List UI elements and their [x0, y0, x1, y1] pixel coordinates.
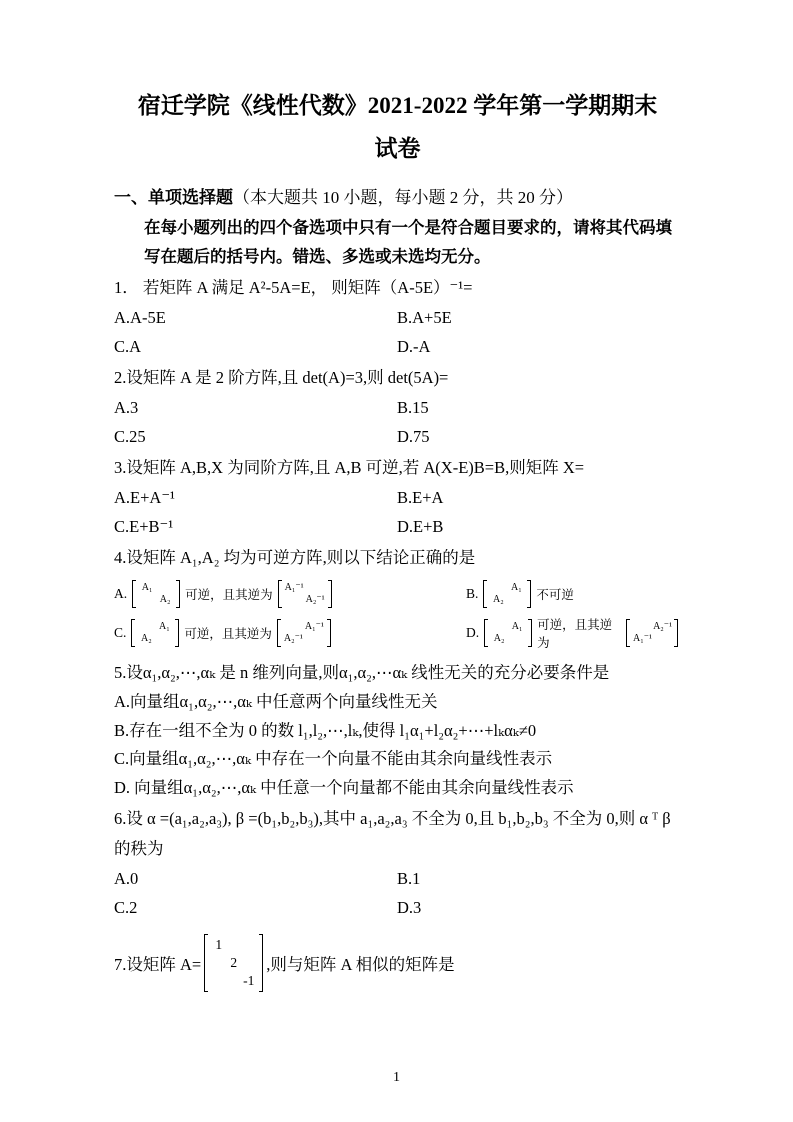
question-6-option-b: B.1	[397, 869, 421, 888]
option-text: 不可逆	[536, 588, 574, 602]
matrix-bracket-right	[176, 580, 180, 608]
question-1-stem: 1． 若矩阵 A 满足 A²-5A=E， 则矩阵（A-5E）⁻¹=	[114, 278, 473, 297]
matrix-bracket-right	[175, 619, 179, 647]
question-5-option-d: D. 向量组α₁,α₂,⋯,αₖ 中任意一个向量都不能由其余向量线性表示	[114, 777, 574, 797]
matrix-bracket-right	[259, 934, 263, 992]
matrix-cell: A₁	[511, 582, 522, 593]
question-6-stem: 6.设 α =(a₁,a₂,a₃), β =(b₁,b₂,b₃),其中 a₁,a₂,a₃ 不全为 0,且 b₁,b₂,b₃ 不全为 0,则 α ᵀ β 的秩为	[114, 809, 671, 858]
question-6-option-d: D.3	[397, 898, 422, 917]
matrix-cell	[489, 582, 507, 594]
matrix-cell	[156, 582, 174, 594]
question-6-option-a: A.0	[114, 869, 139, 888]
matrix-cell: A₁	[511, 621, 523, 632]
matrix-cell	[632, 621, 652, 633]
question-4-options-row-2	[114, 615, 681, 651]
question-4-option-d	[466, 615, 681, 651]
question-6	[114, 804, 681, 922]
question-5-option-a: A.向量组α₁,α₂,⋯,αₖ 中任意两个向量线性无关	[114, 692, 438, 711]
matrix-cell: A₁	[141, 582, 153, 593]
question-5-stem: 5.设α₁,α₂,⋯,αₖ 是 n 维列向量,则α₁,α₂,⋯αₖ 线性无关的充分必要条件是	[114, 663, 610, 682]
question-2-option-d: D.75	[397, 427, 430, 446]
question-7	[114, 934, 681, 992]
question-3-option-b: B.E+A	[397, 488, 444, 507]
question-1-option-b: B.A+5E	[397, 308, 452, 327]
matrix-grid	[136, 580, 176, 608]
question-2-options-row-1	[114, 393, 681, 422]
matrix-cell: A₂	[493, 633, 505, 644]
matrix-cell: A₁⁻¹	[284, 582, 304, 593]
instructions: 在每小题列出的四个备选项中只有一个是符合题目要求的，请将其代码填写在题后的括号内。错选、多选或未选均无分。	[144, 218, 672, 266]
matrix-cell	[490, 621, 508, 633]
matrix-cell	[137, 621, 155, 633]
exam-title	[114, 84, 681, 170]
question-2	[114, 363, 681, 451]
matrix-cell: A₂⁻¹	[653, 621, 673, 632]
matrix-cell: A₂	[141, 633, 152, 644]
matrix-grid	[488, 619, 528, 647]
question-1-options-row-1	[114, 303, 681, 332]
question-1-option-a: A.A-5E	[114, 308, 166, 327]
matrix-cell	[138, 594, 156, 606]
question-5	[114, 658, 681, 802]
matrix-cell: A₁⁻¹	[304, 621, 324, 632]
matrix-grid	[281, 619, 327, 647]
section-header	[114, 182, 681, 213]
option-text: 可逆，且其逆为	[184, 627, 272, 641]
option-text: 可逆，且其逆为	[185, 588, 273, 602]
matrix-cell	[304, 633, 325, 645]
option-label: C.	[114, 625, 127, 640]
section-note: （本大题共 10 小题，每小题 2 分，共 20 分）	[233, 188, 573, 207]
matrix-cell	[284, 594, 305, 606]
matrix-cell: A₂	[493, 594, 504, 605]
block-matrix	[277, 619, 331, 647]
block-matrix	[484, 619, 532, 647]
matrix-grid	[282, 580, 328, 608]
matrix-cell	[507, 594, 525, 606]
page-number: 1	[393, 1070, 400, 1085]
question-3	[114, 453, 681, 541]
question-2-option-b: B.15	[397, 398, 429, 417]
question-5-option-b: B.存在一组不全为 0 的数 l₁,l₂,⋯,lₖ,使得 l₁α₁+l₂α₂+⋯+lₖαₖ≠0	[114, 720, 537, 740]
matrix-cell	[508, 633, 526, 645]
question-3-options-row-2	[114, 512, 681, 541]
matrix-cell: -1	[243, 973, 255, 988]
section-heading: 一、单项选择题	[114, 188, 233, 207]
matrix-cell: A₁⁻¹	[633, 633, 653, 644]
block-matrix	[626, 619, 678, 647]
matrix-grid	[487, 580, 527, 608]
matrix-cell: A₂⁻¹	[305, 594, 325, 605]
matrix-grid	[135, 619, 175, 647]
matrix-bracket-right	[527, 580, 531, 608]
matrix-bracket-right	[674, 619, 678, 647]
matrix-cell: A₂	[159, 594, 171, 605]
matrix-grid	[208, 934, 259, 992]
question-1-option-d: D.-A	[397, 337, 431, 356]
matrix-cell: A₁	[159, 621, 170, 632]
matrix-cell: 2	[230, 955, 238, 970]
question-3-options-row-1	[114, 483, 681, 512]
block-matrix	[278, 580, 332, 608]
question-4-option-c	[114, 619, 466, 647]
question-7-diagonal-matrix	[204, 934, 263, 992]
matrix-bracket-right	[528, 619, 532, 647]
question-2-stem: 2.设矩阵 A 是 2 阶方阵,且 det(A)=3,则 det(5A)=	[114, 368, 449, 387]
matrix-cell	[305, 582, 326, 594]
matrix-cell	[652, 633, 672, 645]
question-3-option-d: D.E+B	[397, 517, 444, 536]
question-7-stem-suffix: ,则与矩阵 A 相似的矩阵是	[266, 955, 455, 974]
question-4-stem: 4.设矩阵 A₁,A₂ 均为可逆方阵,则以下结论正确的是	[114, 548, 476, 567]
question-1-option-c: C.A	[114, 337, 142, 356]
question-6-options-row-2	[114, 893, 681, 922]
question-2-option-c: C.25	[114, 427, 146, 446]
question-6-option-c: C.2	[114, 898, 138, 917]
question-4	[114, 543, 681, 651]
question-3-option-a: A.E+A⁻¹	[114, 488, 175, 507]
matrix-bracket-right	[328, 580, 332, 608]
matrix-bracket-right	[327, 619, 331, 647]
option-label: A.	[114, 586, 128, 601]
matrix-cell: A₂⁻¹	[283, 633, 303, 644]
exam-title-line1: 宿迁学院《线性代数》2021-2022 学年第一学期期末	[137, 93, 658, 118]
matrix-cell	[283, 621, 304, 633]
exam-title-line2: 试卷	[374, 136, 421, 161]
option-label: D.	[466, 625, 480, 640]
question-1	[114, 273, 681, 361]
question-1-options-row-2	[114, 332, 681, 361]
matrix-grid	[630, 619, 674, 647]
question-6-options-row-1	[114, 864, 681, 893]
question-5-option-c: C.向量组α₁,α₂,⋯,αₖ 中存在一个向量不能由其余向量线性表示	[114, 749, 553, 768]
question-3-option-c: C.E+B⁻¹	[114, 517, 174, 536]
question-2-options-row-2	[114, 422, 681, 451]
matrix-cell: 1	[215, 937, 223, 952]
question-4-options-row-1	[114, 580, 681, 608]
question-4-option-b	[466, 580, 574, 608]
block-matrix	[131, 619, 179, 647]
matrix-cell	[155, 633, 173, 645]
option-label: B.	[466, 586, 479, 601]
block-matrix	[483, 580, 531, 608]
question-4-option-a	[114, 580, 466, 608]
option-text: 可逆，且其逆为	[537, 618, 613, 650]
question-2-option-a: A.3	[114, 398, 139, 417]
question-3-stem: 3.设矩阵 A,B,X 为同阶方阵,且 A,B 可逆,若 A(X-E)B=B,则矩阵 X=	[114, 458, 585, 477]
block-matrix	[132, 580, 180, 608]
question-7-stem-prefix: 7.设矩阵 A=	[114, 955, 202, 974]
